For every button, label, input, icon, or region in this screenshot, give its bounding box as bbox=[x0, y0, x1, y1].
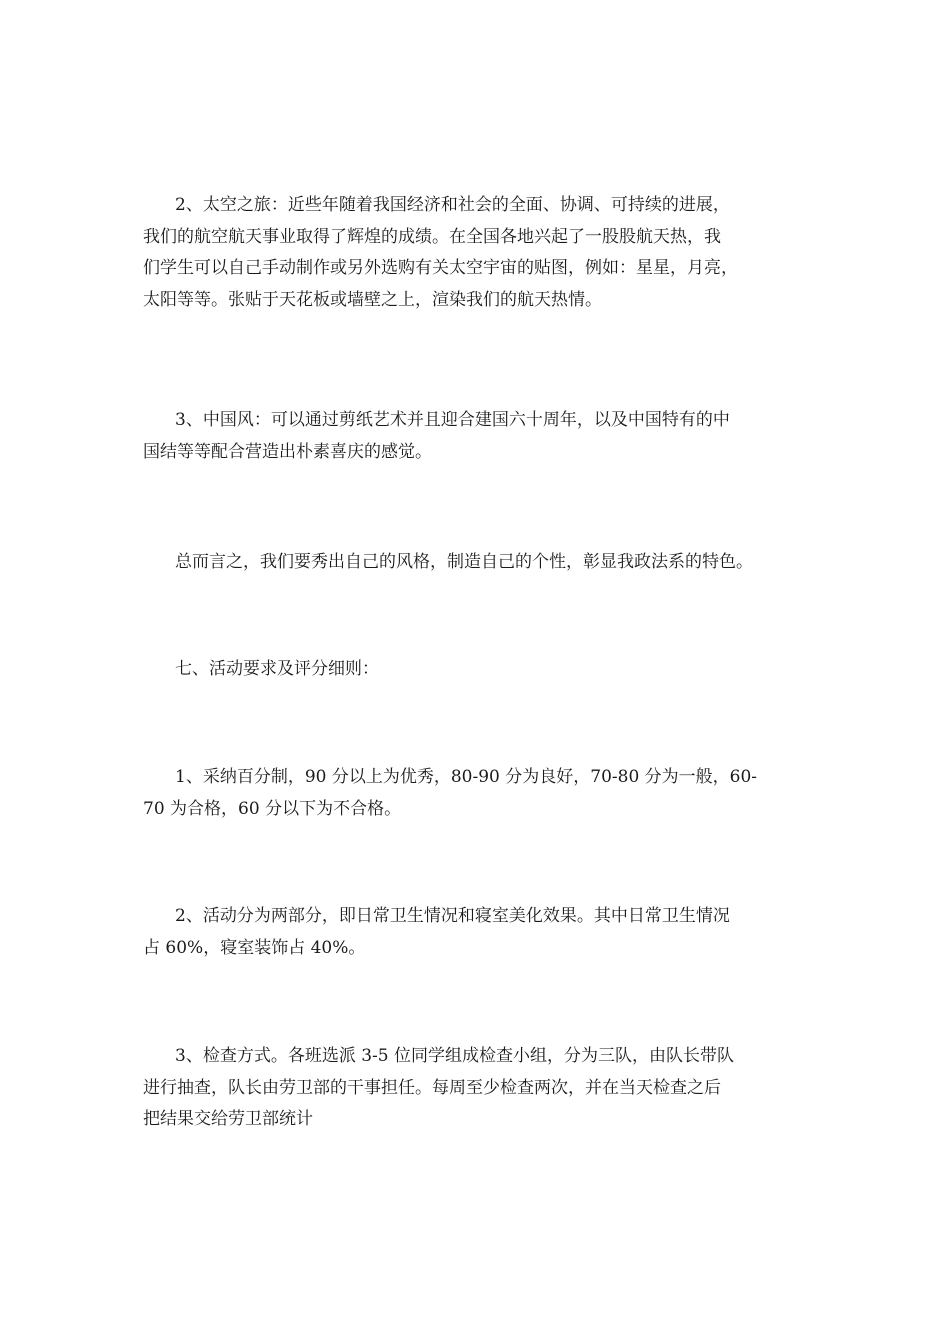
paragraph-space-theme bbox=[143, 190, 813, 316]
paragraph-line: 把结果交给劳卫部统计 bbox=[143, 1109, 313, 1129]
section-heading-text: 七、活动要求及评分细则： bbox=[175, 659, 379, 679]
paragraph-line: 2、太空之旅：近些年随着我国经济和社会的全面、协调、可持续的进展， bbox=[175, 195, 730, 215]
paragraph-line: 3、中国风：可以通过剪纸艺术并且迎合建国六十周年，以及中国特有的中 bbox=[175, 410, 730, 430]
paragraph-line: 总而言之，我们要秀出自己的风格，制造自己的个性，彰显我政法系的特色。 bbox=[175, 552, 753, 572]
paragraph-line: 占 60%，寝室装饰占 40%。 bbox=[143, 937, 366, 958]
paragraph-chinese-style bbox=[143, 405, 813, 468]
paragraph-line: 进行抽查，队长由劳卫部的干事担任。每周至少检查两次，并在当天检查之后 bbox=[143, 1077, 721, 1098]
paragraph-line: 太阳等等。张贴于天花板或墙壁之上，渲染我们的航天热情。 bbox=[143, 289, 602, 310]
section-heading bbox=[143, 654, 813, 686]
paragraph-activity-parts bbox=[143, 901, 813, 964]
paragraph-line: 们学生可以自己手动制作或另外选购有关太空宇宙的贴图，例如：星星，月亮， bbox=[143, 258, 738, 278]
paragraph-scoring-system bbox=[143, 762, 813, 825]
paragraph-line: 2、活动分为两部分，即日常卫生情况和寝室美化效果。其中日常卫生情况 bbox=[175, 906, 730, 926]
paragraph-line: 我们的航空航天事业取得了辉煌的成绩。在全国各地兴起了一股股航天热，我 bbox=[143, 226, 721, 247]
paragraph-summary bbox=[143, 547, 813, 579]
paragraph-inspection-method bbox=[143, 1041, 813, 1136]
paragraph-line: 3、检查方式。各班选派 3-5 位同学组成检查小组，分为三队，由队长带队 bbox=[175, 1046, 734, 1066]
paragraph-line: 国结等等配合营造出朴素喜庆的感觉。 bbox=[143, 441, 432, 462]
paragraph-line: 1、采纳百分制，90 分以上为优秀，80-90 分为良好，70-80 分为一般，60- bbox=[175, 767, 758, 787]
paragraph-line: 70 为合格，60 分以下为不合格。 bbox=[143, 798, 402, 819]
